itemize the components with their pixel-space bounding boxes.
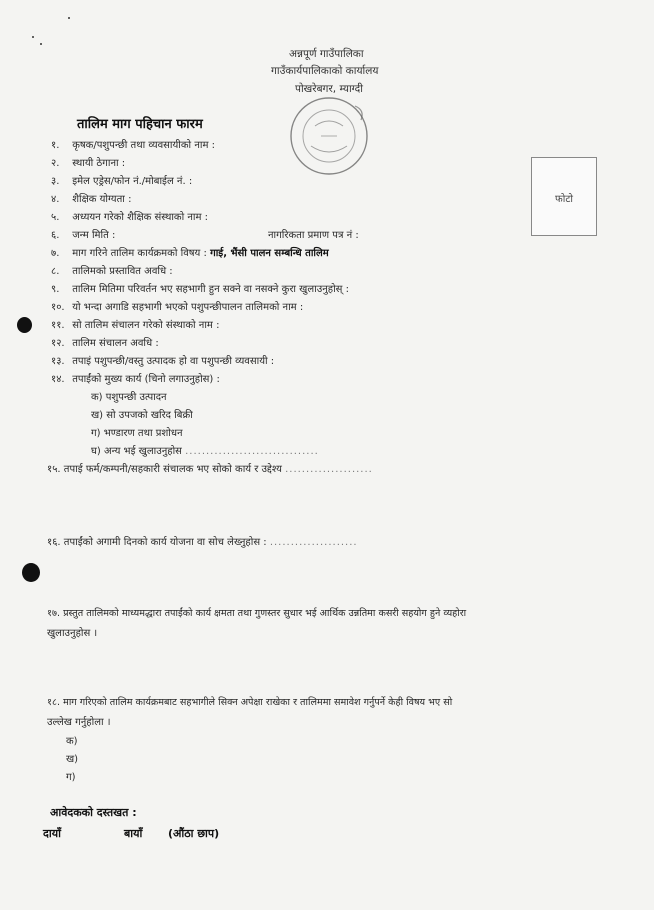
question-8: ८. तालिमको प्रस्तावित अवधि : [51,266,173,277]
question-17-line2: खुलाउनुहोस । [47,628,98,639]
right-thumb-label: दायाँ [43,827,61,840]
form-title: तालिम माग पहिचान फारम [77,117,203,132]
question-13: १३. तपाइं पशुपन्छी/वस्तु उत्पादक हो वा पशुपन्छी व्यवसायी : [51,356,275,367]
office-name-line2: गाउँकार्यपालिकाको कार्यालय [271,65,379,77]
ink-blot [17,317,32,333]
question-16: १६. तपाईंको अगामी दिनको कार्य योजना वा सोच लेख्नुहोस : ..................... [47,537,358,548]
question-15: १५. तपाई फर्म/कम्पनी/सहकारी संचालक भए सोको कार्य र उद्देश्य ..................... [47,464,373,475]
left-thumb-label: बायाँ [124,827,143,840]
q18-option-ga: ग) [66,772,76,783]
question-1: १. कृषक/पशुपन्छी तथा व्यवसायीको नाम : [51,140,215,151]
q18-option-ka: क) [66,736,78,747]
q18-option-kha: ख) [66,754,79,765]
thumbprint-label: (औंठा छाप) [168,827,220,840]
training-subject-value: गाई, भैंसी पालन सम्बन्धि तालिम [210,248,329,259]
question-7: ७. माग गरिने तालिम कार्यक्रमको विषय : गाई, भैंसी पालन सम्बन्धि तालिम [51,248,329,259]
scan-speck [40,43,42,45]
option-ka: क) पशुपन्छी उत्पादन [91,392,167,403]
office-address: पोखरेबगर, म्याग्दी [295,83,363,95]
citizenship-number-label: नागरिकता प्रमाण पत्र नं : [268,230,359,241]
question-6: ६. जन्म मिति : [51,230,116,241]
question-12: १२. तालिम संचालन अवधि : [51,338,159,349]
applicant-signature-label: आवेदकको दस्तखत : [50,806,137,819]
photo-box [531,157,597,236]
question-18-line1: १८. माग गरिएको तालिम कार्यक्रमबाट सहभागीले सिक्न अपेक्षा राखेका र तालिममा समावेश गर्नुपर्ने केही विषय भए सो [47,697,453,708]
question-9: ९. तालिम मितिमा परिवर्तन भए सहभागी हुन सक्ने वा नसक्ने कुरा खुलाउनुहोस् : [51,284,349,295]
photo-label: फोटो [555,194,573,205]
question-10: १०. यो भन्दा अगाडि सहभागी भएको पशुपन्छीपालन तालिमको नाम : [51,302,304,313]
question-14: १४. तपाईंको मुख्य कार्य (चिनो लगाउनुहोस) : [51,374,220,385]
question-4: ४. शैक्षिक योग्यता : [51,194,132,205]
question-2: २. स्थायी ठेगाना : [51,158,126,169]
official-stamp-seal [281,86,377,182]
office-name-line1: अन्नपूर्ण गाउँपालिका [289,48,364,60]
ink-blot [22,563,40,582]
scan-speck [68,17,70,19]
scan-speck [32,36,34,38]
option-ga: ग) भण्डारण तथा प्रशोधन [91,428,183,439]
option-gha: घ) अन्य भई खुलाउनुहोस ................................ [91,446,319,457]
option-kha: ख) सो उपजको खरिद बिक्री [91,410,193,421]
question-3: ३. इमेल एड्रेस/फोन नं./मोबाईल नं. : [51,176,193,187]
question-11: ११. सो तालिम संचालन गरेको संस्थाको नाम : [51,320,220,331]
question-18-line2: उल्लेख गर्नुहोला । [47,717,111,728]
question-5: ५. अध्ययन गरेको शैक्षिक संस्थाको नाम : [51,212,209,223]
question-17-line1: १७. प्रस्तुत तालिमको माध्यमद्धारा तपाईंको कार्य क्षमता तथा गुणस्तर सुधार भई आर्थिक उन्नतिमा कसरी सहयोग हुने व्यहोरा [47,608,467,619]
